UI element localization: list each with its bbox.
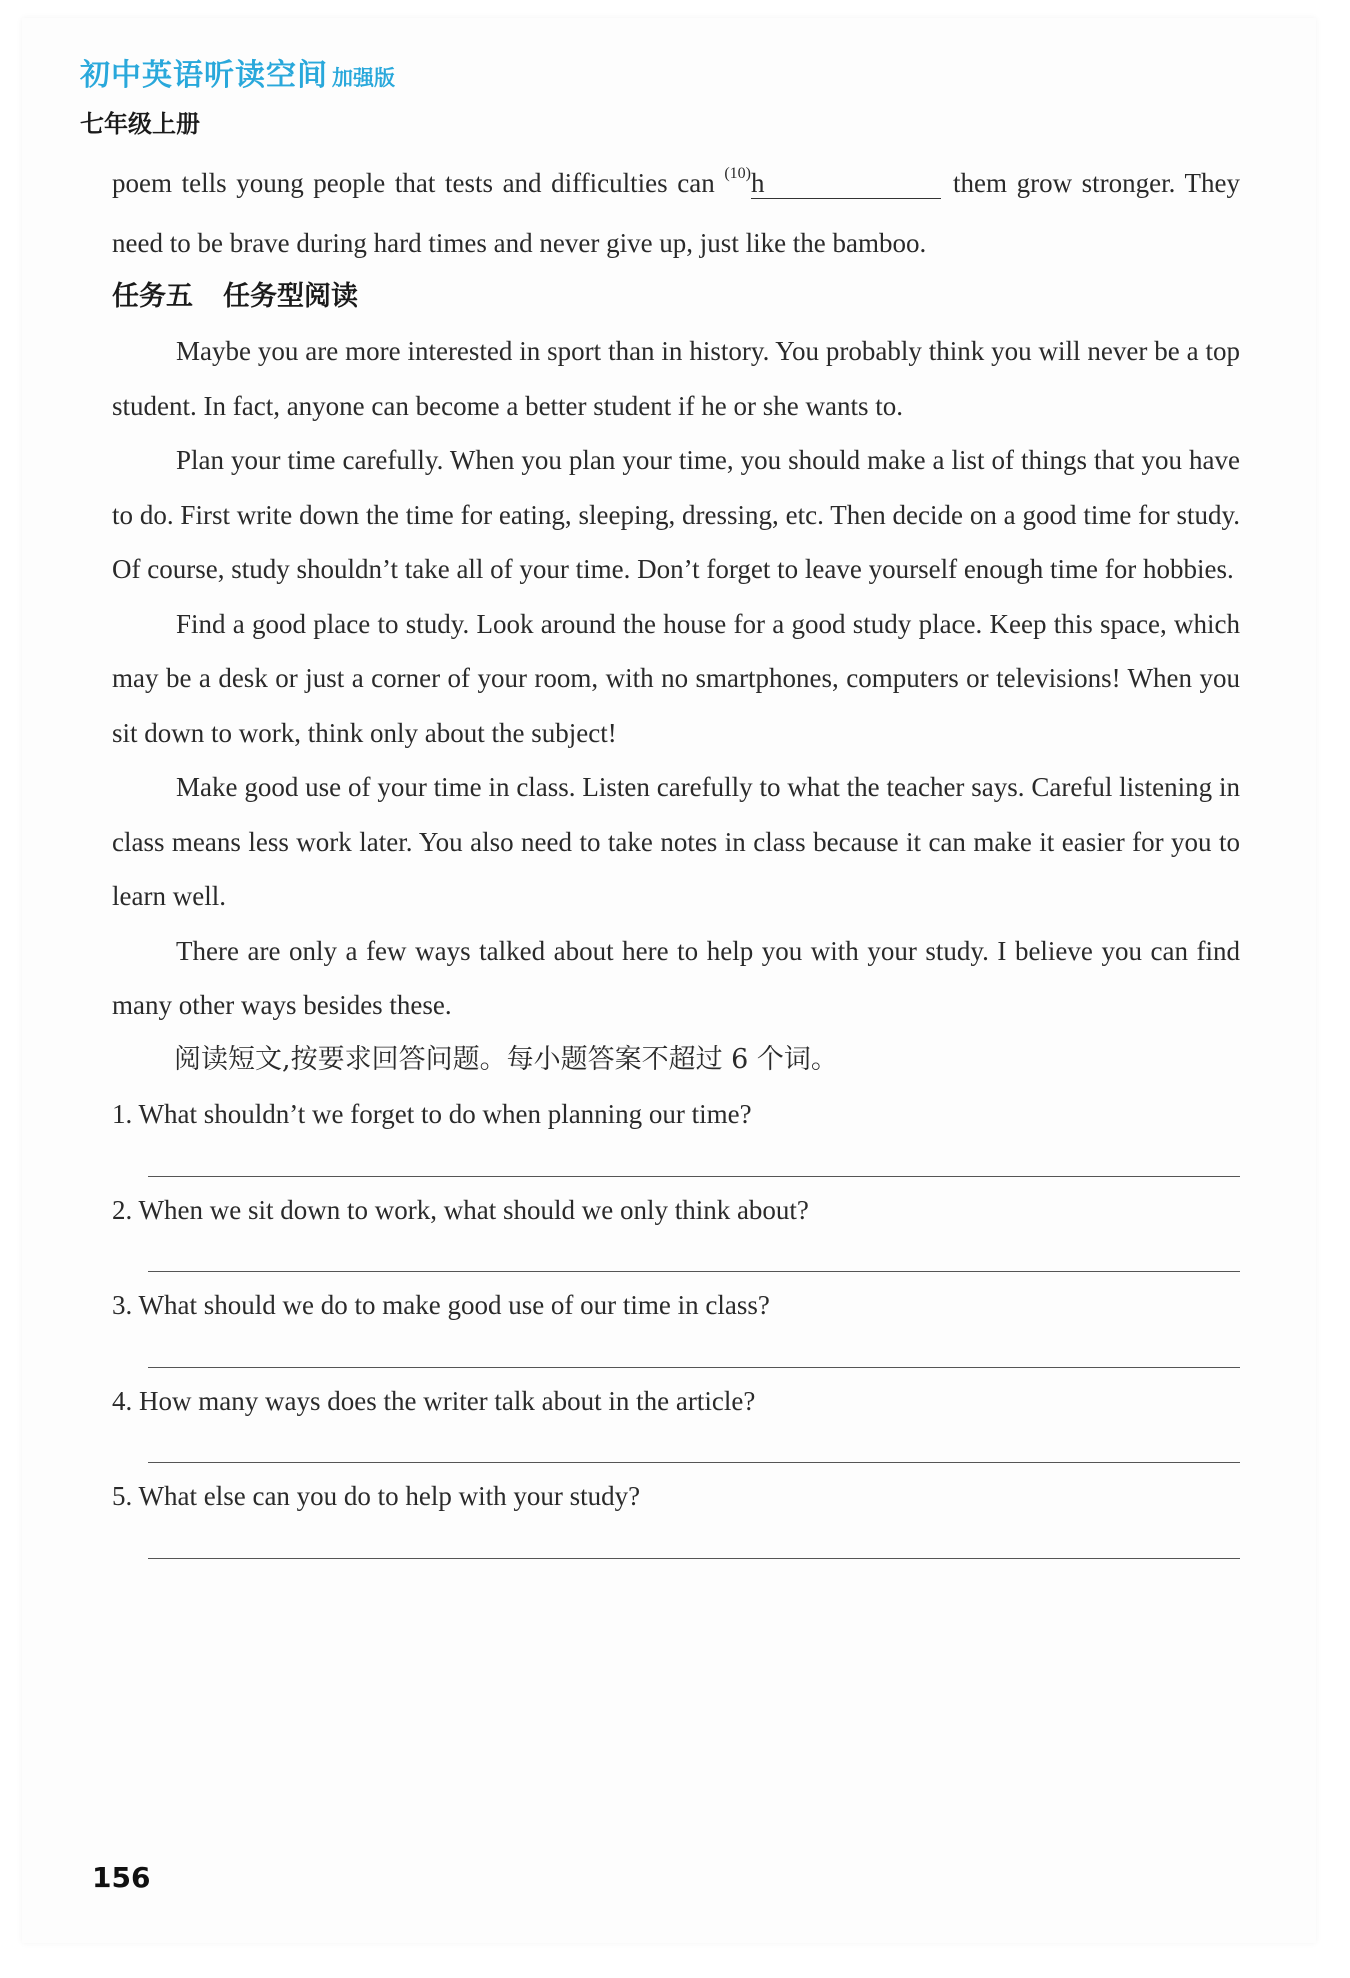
task-instruction: 阅读短文,按要求回答问题。每小题答案不超过 6 个词。	[174, 1043, 838, 1075]
series-title-row	[80, 50, 395, 94]
reading-paragraph: Find a good place to study. Look around the house for a good study place. Keep this space, which may be a desk or just a corner of your room, with no smartphones, computers or televisions! When you sit down to work, think only about the subject!	[112, 608, 1240, 748]
question-4: 4. How many ways does the writer talk about in the article?	[112, 1385, 756, 1416]
series-tag: 加强版	[332, 66, 395, 90]
carryover-text-before: poem tells young people that tests and difficulties can	[112, 168, 725, 198]
reading-paragraph: Make good use of your time in class. Listen carefully to what the teacher says. Careful listening in class means less work later. You also need to take notes in class because it can make it easier for you to learn well.	[112, 772, 1240, 911]
main-content	[112, 156, 1240, 1565]
fill-blank-10[interactable]: h	[751, 168, 941, 199]
blank-number: (10)	[724, 165, 751, 182]
question-3: 3. What should we do to make good use of our time in class?	[112, 1290, 770, 1320]
reading-paragraph: Plan your time carefully. When you plan your time, you should make a list of things that you have to do. First write down the time for eating, sleeping, dressing, etc. Then decide on a good time for study. Of course, study shouldn’t take all of your time. Don’t forget to leave yourself enough time for hobbies.	[112, 445, 1240, 584]
section-title	[112, 270, 1240, 324]
reading-paragraph: There are only a few ways talked about here to help you with your study. I believe you can find many other ways besides these.	[112, 935, 1240, 1020]
section-name: 任务型阅读	[223, 281, 358, 312]
carryover-paragraph	[112, 156, 1240, 270]
grade-label: 七年级上册	[80, 110, 200, 138]
question-5: 5. What else can you do to help with your study?	[112, 1481, 641, 1511]
reading-paragraph: Maybe you are more interested in sport than in history. You probably think you will never be a top student. In fact, anyone can become a better student if he or she wants to.	[112, 336, 1240, 421]
section-number: 任务五	[112, 281, 193, 312]
series-title: 初中英语听读空间	[80, 58, 328, 93]
carryover-text-after: them grow stronger. They need to be brave during hard times and never give up, just like the bamboo.	[112, 168, 1241, 258]
page-header	[80, 50, 395, 139]
question-1: 1. What shouldn’t we forget to do when planning our time?	[112, 1099, 752, 1129]
question-2: 2. When we sit down to work, what should we only think about?	[112, 1194, 809, 1225]
page-number: 156	[92, 1861, 151, 1894]
